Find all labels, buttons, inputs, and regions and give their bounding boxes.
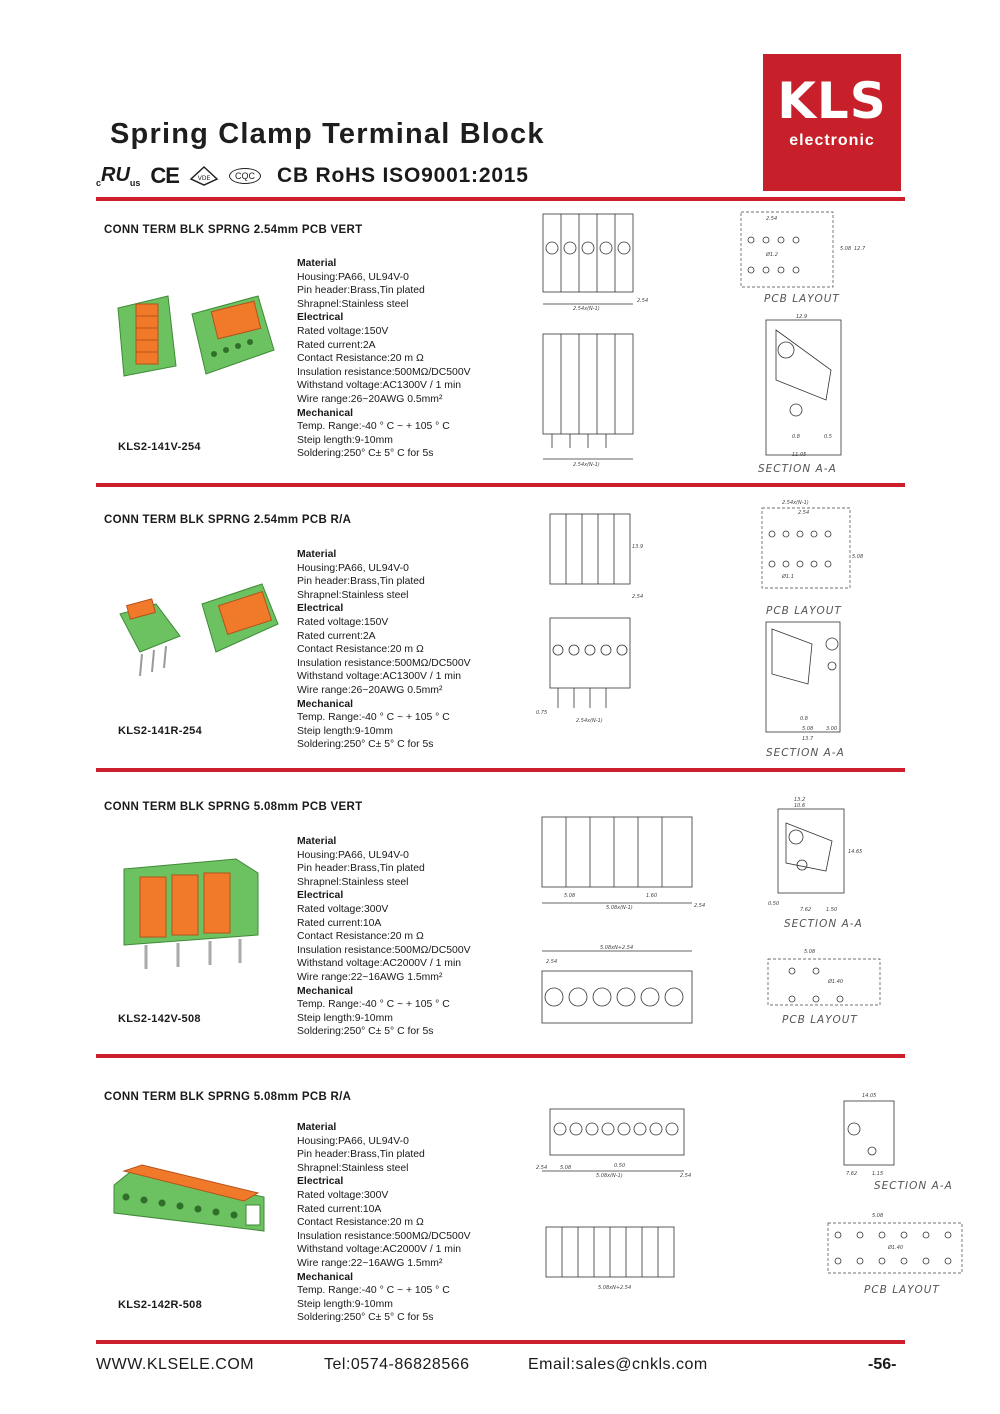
pcb-layout-drawing	[762, 793, 892, 1033]
model-number: KLS2-141R-254	[118, 725, 202, 737]
svg-text:PCB LAYOUT: PCB LAYOUT	[766, 605, 842, 617]
spec-line: Pin header:Brass,Tin plated	[297, 285, 425, 297]
section-title: CONN TERM BLK SPRNG 5.08mm PCB R/A	[104, 1091, 352, 1103]
spec-line: Wire range:26~20AWG 0.5mm²	[297, 684, 443, 696]
spec-line: Insulation resistance:500MΩ/DC500V	[297, 944, 471, 956]
spec-line: Rated voltage:150V	[297, 616, 389, 628]
svg-text:0.8: 0.8	[792, 434, 800, 440]
spec-line: Soldering:250° C± 5° C for 5s	[297, 1026, 434, 1038]
spec-heading: Electrical	[297, 1176, 344, 1188]
svg-text:0.5: 0.5	[824, 434, 832, 440]
spec-heading: Electrical	[297, 312, 344, 324]
spec-line: Soldering:250° C± 5° C for 5s	[297, 448, 434, 460]
svg-text:PCB LAYOUT: PCB LAYOUT	[764, 293, 840, 305]
side-view-drawing	[536, 508, 666, 738]
svg-text:2.54: 2.54	[798, 510, 810, 516]
svg-text:5.08: 5.08	[852, 554, 864, 560]
spec-line: Housing:PA66, UL94V-0	[297, 849, 409, 861]
spec-list	[297, 835, 471, 1039]
spec-line: Rated voltage:300V	[297, 903, 389, 915]
svg-text:2.54x(N-1): 2.54x(N-1)	[573, 306, 600, 312]
svg-text:2.54x(N-1): 2.54x(N-1)	[573, 462, 600, 468]
spec-line: Withstand voltage:AC1300V / 1 min	[297, 380, 462, 392]
spec-heading: Material	[297, 836, 337, 847]
spec-heading: Electrical	[297, 603, 344, 615]
footer-phone: Tel:0574-86828566	[324, 1356, 470, 1373]
model-number: KLS2-142V-508	[118, 1013, 201, 1025]
front-view-drawing	[536, 801, 716, 1031]
svg-text:2.54: 2.54	[680, 1173, 692, 1179]
product-photo	[116, 851, 266, 986]
pcb-layout-drawing	[742, 494, 872, 759]
spec-line: Contact Resistance:20 m Ω	[297, 1217, 424, 1229]
product-section-142r	[96, 1059, 953, 1339]
svg-text:PCB LAYOUT: PCB LAYOUT	[782, 1014, 858, 1026]
front-view-drawing	[536, 1095, 706, 1305]
spec-line: Soldering:250° C± 5° C for 5s	[297, 739, 434, 751]
svg-text:5.08xN+2.54: 5.08xN+2.54	[598, 1285, 632, 1291]
section-divider	[96, 1054, 905, 1058]
page-title: Spring Clamp Terminal Block	[110, 118, 545, 150]
spec-heading: Mechanical	[297, 985, 354, 997]
svg-text:5.08: 5.08	[872, 1213, 884, 1219]
cqc-cert-mark: CQC	[229, 168, 261, 184]
svg-text:VDE: VDE	[197, 175, 211, 182]
product-photo	[110, 574, 280, 689]
svg-text:13.9: 13.9	[632, 544, 644, 550]
product-section-141v	[96, 202, 905, 482]
svg-text:0.75: 0.75	[536, 710, 548, 716]
spec-heading: Material	[297, 258, 337, 269]
spec-line: Rated voltage:300V	[297, 1189, 389, 1201]
spec-line: Temp. Range:-40 ° C ~ + 105 ° C	[297, 999, 450, 1011]
spec-line: Shrapnel:Stainless steel	[297, 1162, 409, 1174]
spec-line: Rated current:2A	[297, 339, 376, 351]
spec-line: Steip length:9-10mm	[297, 1012, 393, 1024]
spec-line: Wire range:22~16AWG 1.5mm²	[297, 971, 443, 983]
spec-line: Contact Resistance:20 m Ω	[297, 931, 424, 943]
spec-list	[297, 1121, 471, 1325]
spec-line: Pin header:Brass,Tin plated	[297, 576, 425, 588]
svg-text:Ø1.40: Ø1.40	[888, 1245, 904, 1251]
spec-line: Soldering:250° C± 5° C for 5s	[297, 1312, 434, 1324]
product-section-142v	[96, 773, 905, 1051]
svg-text:5.08: 5.08	[564, 893, 576, 899]
kls-logo: KLS electronic	[763, 54, 901, 191]
spec-line: Insulation resistance:500MΩ/DC500V	[297, 657, 471, 669]
svg-text:2.54: 2.54	[637, 298, 649, 304]
spec-line: Temp. Range:-40 ° C ~ + 105 ° C	[297, 1285, 450, 1297]
spec-line: Rated current:2A	[297, 630, 376, 642]
spec-line: Wire range:26~20AWG 0.5mm²	[297, 393, 443, 405]
svg-text:5.08x(N-1): 5.08x(N-1)	[606, 905, 633, 911]
svg-text:5.08: 5.08	[804, 949, 816, 955]
svg-text:0.50: 0.50	[614, 1163, 626, 1169]
spec-heading: Electrical	[297, 890, 344, 902]
svg-text:13.2: 13.2	[794, 797, 806, 803]
spec-heading: Material	[297, 1122, 337, 1133]
spec-list	[297, 548, 471, 752]
certification-row	[96, 162, 529, 190]
svg-text:2.54: 2.54	[694, 903, 706, 909]
svg-text:13.7: 13.7	[802, 736, 814, 742]
product-photo	[110, 1163, 270, 1248]
svg-text:1.50: 1.50	[826, 907, 838, 913]
page-number: -56-	[868, 1356, 897, 1373]
spec-line: Rated current:10A	[297, 1203, 382, 1215]
product-photo	[110, 288, 280, 388]
spec-line: Withstand voltage:AC2000V / 1 min	[297, 958, 462, 970]
spec-line: Withstand voltage:AC2000V / 1 min	[297, 1244, 462, 1256]
svg-text:0.8: 0.8	[800, 716, 808, 722]
spec-heading: Mechanical	[297, 698, 354, 710]
spec-line: Temp. Range:-40 ° C ~ + 105 ° C	[297, 712, 450, 724]
svg-text:11.05: 11.05	[792, 452, 807, 458]
svg-text:1.60: 1.60	[646, 893, 658, 899]
svg-text:7.62: 7.62	[846, 1171, 858, 1177]
standards-text: CB RoHS ISO9001:2015	[276, 164, 529, 187]
spec-line: Withstand voltage:AC1300V / 1 min	[297, 671, 462, 683]
spec-heading: Material	[297, 549, 337, 560]
svg-text:2.54x(N-1): 2.54x(N-1)	[782, 500, 809, 506]
ul-cert-mark: $_cRU_{us}$	[96, 164, 141, 188]
spec-line: Shrapnel:Stainless steel	[297, 298, 409, 310]
svg-text:14.05: 14.05	[862, 1093, 877, 1099]
spec-line: Pin header:Brass,Tin plated	[297, 1149, 425, 1161]
svg-text:2.54: 2.54	[632, 594, 644, 600]
svg-text:2.54: 2.54	[546, 959, 558, 965]
spec-line: Shrapnel:Stainless steel	[297, 589, 409, 601]
front-view-drawing	[533, 204, 663, 469]
spec-line: Housing:PA66, UL94V-0	[297, 1135, 409, 1147]
spec-line: Shrapnel:Stainless steel	[297, 876, 409, 888]
spec-line: Housing:PA66, UL94V-0	[297, 562, 409, 574]
svg-text:7.62: 7.62	[800, 907, 812, 913]
section-divider	[96, 197, 905, 201]
svg-text:2.54x(N-1): 2.54x(N-1)	[576, 718, 603, 724]
footer-email[interactable]: Email:sales@cnkls.com	[528, 1356, 708, 1373]
spec-line: Housing:PA66, UL94V-0	[297, 271, 409, 283]
svg-text:Ø1.2: Ø1.2	[766, 252, 778, 258]
spec-line: Rated current:10A	[297, 917, 382, 929]
svg-text:10.6: 10.6	[794, 803, 806, 809]
product-section-141r	[96, 488, 905, 766]
svg-text:12.9: 12.9	[796, 314, 808, 320]
section-divider	[96, 483, 905, 487]
footer-website[interactable]: WWW.KLSELE.COM	[96, 1356, 255, 1373]
spec-heading: Mechanical	[297, 1271, 354, 1283]
svg-text:2.54: 2.54	[766, 216, 778, 222]
spec-line: Wire range:22~16AWG 1.5mm²	[297, 1257, 443, 1269]
svg-text:SECTION A-A: SECTION A-A	[874, 1180, 953, 1192]
spec-list	[297, 257, 471, 461]
svg-text:SECTION A-A: SECTION A-A	[766, 747, 845, 759]
svg-text:12.7: 12.7	[854, 246, 866, 252]
vde-cert-icon	[189, 165, 219, 187]
section-title: CONN TERM BLK SPRNG 2.54mm PCB VERT	[104, 224, 363, 236]
svg-text:2.54: 2.54	[536, 1165, 548, 1171]
section-divider	[96, 768, 905, 772]
svg-text:0.50: 0.50	[768, 901, 780, 907]
spec-line: Steip length:9-10mm	[297, 725, 393, 737]
pcb-layout-drawing	[822, 1089, 972, 1299]
section-title: CONN TERM BLK SPRNG 2.54mm PCB R/A	[104, 514, 352, 526]
spec-line: Steip length:9-10mm	[297, 434, 393, 446]
ce-cert-mark: CE	[150, 163, 179, 188]
spec-line: Rated voltage:150V	[297, 325, 389, 337]
svg-text:3.00: 3.00	[826, 726, 838, 732]
spec-line: Pin header:Brass,Tin plated	[297, 863, 425, 875]
spec-line: Contact Resistance:20 m Ω	[297, 353, 424, 365]
section-title: CONN TERM BLK SPRNG 5.08mm PCB VERT	[104, 801, 363, 813]
spec-line: Steip length:9-10mm	[297, 1298, 393, 1310]
spec-heading: Mechanical	[297, 407, 354, 419]
spec-line: Contact Resistance:20 m Ω	[297, 644, 424, 656]
svg-text:5.08: 5.08	[560, 1165, 572, 1171]
spec-line: Temp. Range:-40 ° C ~ + 105 ° C	[297, 421, 450, 433]
spec-line: Insulation resistance:500MΩ/DC500V	[297, 366, 471, 378]
svg-text:PCB LAYOUT: PCB LAYOUT	[864, 1284, 940, 1296]
spec-line: Insulation resistance:500MΩ/DC500V	[297, 1230, 471, 1242]
svg-text:14.65: 14.65	[848, 849, 863, 855]
svg-text:5.08: 5.08	[840, 246, 852, 252]
svg-text:Ø1.40: Ø1.40	[828, 979, 844, 985]
model-number: KLS2-141V-254	[118, 441, 201, 453]
svg-text:5.08: 5.08	[802, 726, 814, 732]
pcb-layout-drawing	[736, 210, 886, 480]
svg-text:5.08x(N-1): 5.08x(N-1)	[596, 1173, 623, 1179]
svg-text:Ø1.1: Ø1.1	[782, 574, 794, 580]
svg-text:5.08xN+2.54: 5.08xN+2.54	[600, 945, 634, 951]
section-divider	[96, 1340, 905, 1344]
svg-text:SECTION A-A: SECTION A-A	[784, 918, 863, 930]
svg-text:SECTION A-A: SECTION A-A	[758, 463, 837, 475]
model-number: KLS2-142R-508	[118, 1299, 202, 1311]
svg-text:1.15: 1.15	[872, 1171, 884, 1177]
